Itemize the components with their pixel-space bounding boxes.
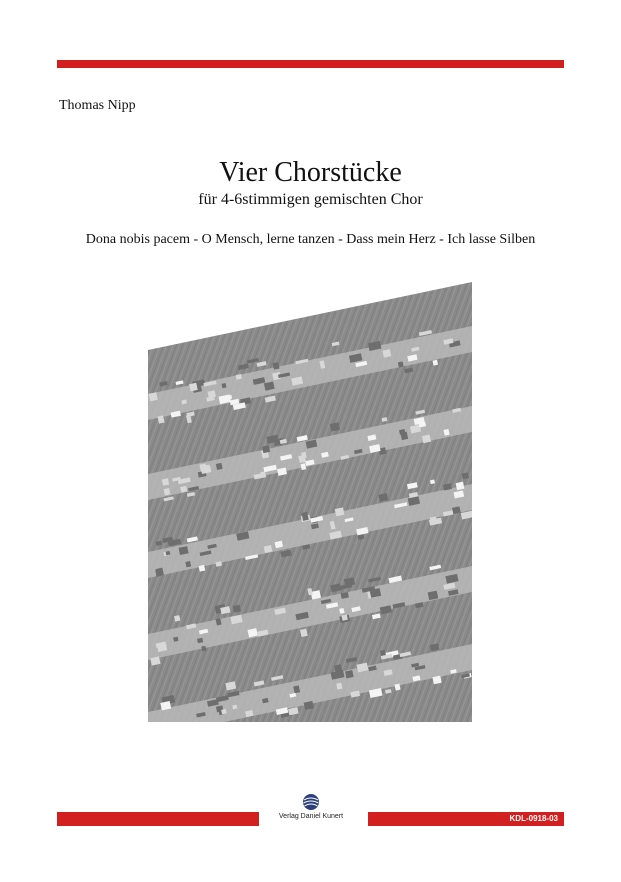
page-title: Vier Chorstücke xyxy=(219,157,402,188)
top-red-bar xyxy=(57,60,564,68)
note-block xyxy=(262,445,270,453)
page-subtitle: für 4-6stimmigen gemischten Chor xyxy=(198,191,423,208)
cover-art-image xyxy=(148,282,472,722)
globe-logo-icon xyxy=(302,793,320,811)
note-block xyxy=(189,383,198,392)
catalog-number: KDL-0918-03 xyxy=(509,814,558,823)
publisher-name: Verlag Daniel Kunert xyxy=(278,813,344,820)
note-block xyxy=(462,472,469,479)
pieces-list: Dona nobis pacem - O Mensch, lerne tanzen - Dass mein Herz - Ich lasse Silben xyxy=(85,232,536,247)
note-block xyxy=(345,670,354,678)
note-block xyxy=(199,565,206,572)
note-block xyxy=(382,349,391,358)
composer-name: Thomas Nipp xyxy=(59,98,136,113)
bottom-red-bar-left xyxy=(57,812,259,826)
note-block xyxy=(233,605,241,613)
note-block xyxy=(162,478,169,485)
bottom-red-bar-right xyxy=(368,812,564,826)
note-block xyxy=(174,615,180,622)
note-block xyxy=(149,392,158,401)
